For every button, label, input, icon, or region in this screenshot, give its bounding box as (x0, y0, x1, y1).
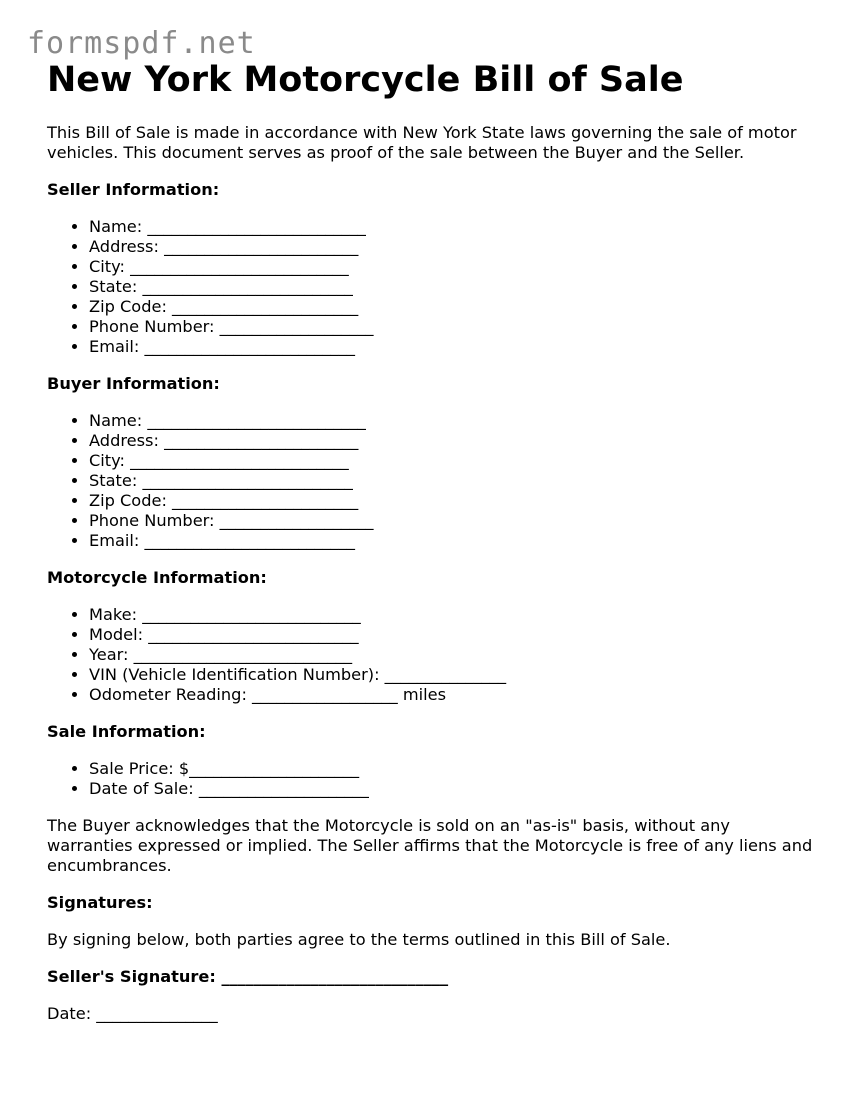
buyer-information-heading: Buyer Information: (47, 374, 220, 393)
seller-state-field: • State: __________________________ (89, 277, 817, 297)
seller-address-field: • Address: ________________________ (89, 237, 817, 257)
motorcycle-vin-field: • VIN (Vehicle Identification Number): _______________ (89, 665, 817, 685)
motorcycle-odometer-field: • Odometer Reading: __________________ miles (89, 685, 817, 705)
motorcycle-information-heading: Motorcycle Information: (47, 568, 267, 587)
watermark: formspdf.net (27, 26, 256, 61)
sale-date-field: • Date of Sale: _____________________ (89, 779, 817, 799)
sale-price-field: • Sale Price: $_____________________ (89, 759, 817, 779)
document-body (47, 123, 817, 1024)
seller-fields-list (47, 217, 817, 357)
signatures-statement: By signing below, both parties agree to the terms outlined in this Bill of Sale. (47, 930, 671, 949)
intro-paragraph: This Bill of Sale is made in accordance with New York State laws governing the sale of motor vehicles. This document serves as proof of the sale between the Buyer and the Seller. (47, 123, 797, 162)
seller-email-field: • Email: __________________________ (89, 337, 817, 357)
buyer-address-field: • Address: ________________________ (89, 431, 817, 451)
buyer-email-field: • Email: __________________________ (89, 531, 817, 551)
motorcycle-model-field: • Model: __________________________ (89, 625, 817, 645)
seller-city-field: • City: ___________________________ (89, 257, 817, 277)
page-title: New York Motorcycle Bill of Sale (47, 60, 684, 100)
signatures-heading: Signatures: (47, 893, 153, 912)
seller-signature-line: Seller's Signature: ____________________________ (47, 967, 449, 986)
acknowledgment-paragraph: The Buyer acknowledges that the Motorcycle is sold on an "as-is" basis, without any warranties expressed or implied. The Seller affirms that the Motorcycle is free of any liens and encumbrances. (47, 816, 813, 875)
seller-zip-field: • Zip Code: _______________________ (89, 297, 817, 317)
motorcycle-year-field: • Year: ___________________________ (89, 645, 817, 665)
buyer-zip-field: • Zip Code: _______________________ (89, 491, 817, 511)
buyer-city-field: • City: ___________________________ (89, 451, 817, 471)
sale-information-heading: Sale Information: (47, 722, 206, 741)
seller-information-heading: Seller Information: (47, 180, 220, 199)
buyer-name-field: • Name: ___________________________ (89, 411, 817, 431)
buyer-fields-list (47, 411, 817, 551)
seller-name-field: • Name: ___________________________ (89, 217, 817, 237)
seller-phone-field: • Phone Number: ___________________ (89, 317, 817, 337)
motorcycle-fields-list (47, 605, 817, 705)
sale-fields-list (47, 759, 817, 799)
buyer-phone-field: • Phone Number: ___________________ (89, 511, 817, 531)
signature-date-line: Date: _______________ (47, 1004, 218, 1023)
buyer-state-field: • State: __________________________ (89, 471, 817, 491)
motorcycle-make-field: • Make: ___________________________ (89, 605, 817, 625)
